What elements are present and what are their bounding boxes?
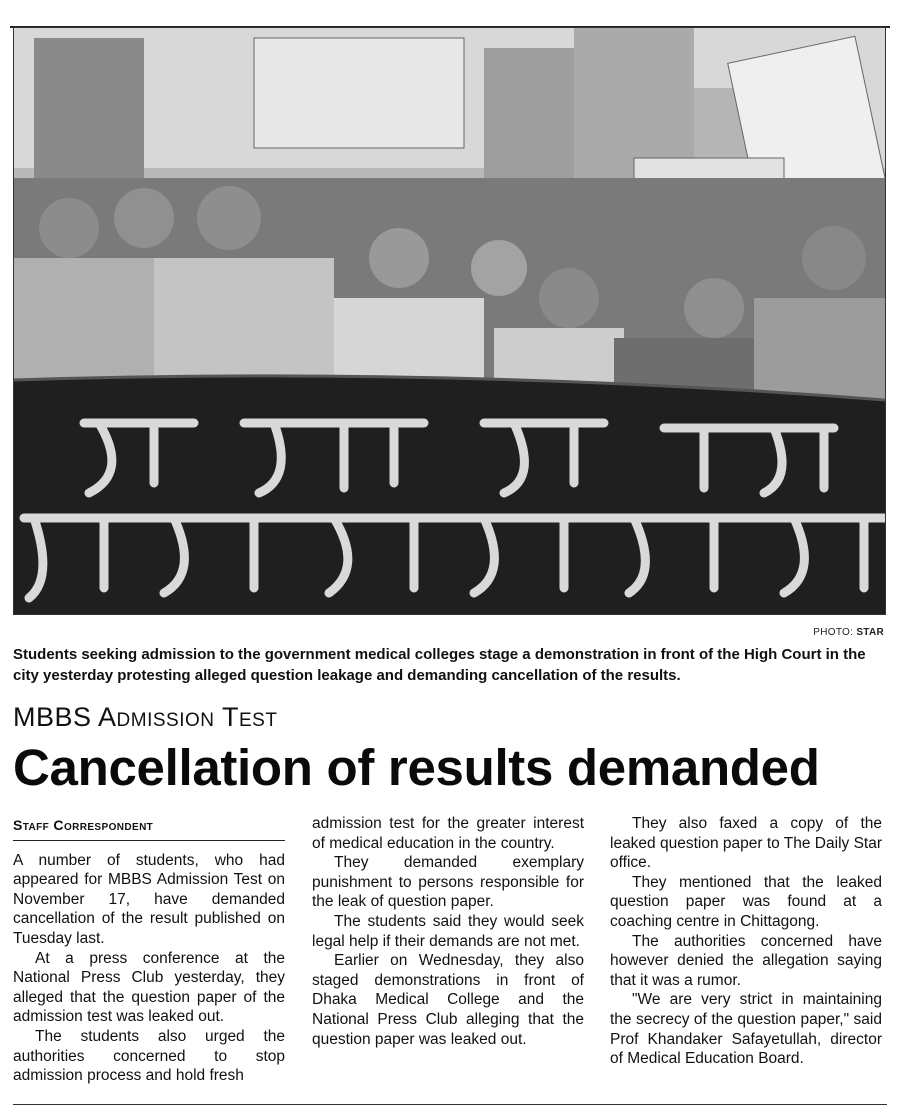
article-column-2 <box>312 814 584 1049</box>
paragraph: Earlier on Wednesday, they also staged demonstrations in front of Dhaka Medical College and the National Press Club alleging that the question paper was leaked out. <box>312 952 584 1048</box>
paragraph: They demanded exemplary punishment to persons responsible for the leak of question paper. <box>312 854 584 911</box>
headline: Cancellation of results demanded <box>13 739 820 796</box>
paragraph: They mentioned that the leaked question paper was found at a coaching centre in Chittagong. <box>610 873 882 930</box>
paragraph: "We are very strict in maintaining the secrecy of the question paper," said Prof Khandaker Safayetullah, director of Medical Education Board. <box>610 991 882 1068</box>
kicker: MBBS Admission Test <box>13 702 278 732</box>
article-column-1 <box>13 814 285 1086</box>
paragraph: A number of students, who had appeared for MBBS Admission Test on November 17, have demanded cancellation of the result published on Tuesday last. <box>13 851 285 947</box>
photo-caption: Students seeking admission to the government medical colleges stage a demonstration in front of the High Court in the city yesterday protesting alleged question leakage and demanding cancellation of the results. <box>13 646 866 684</box>
paragraph: The authorities concerned have however denied the allegation saying that it was a rumor. <box>610 932 882 989</box>
article-column-3 <box>610 814 882 1069</box>
paragraph: The students said they would seek legal help if their demands are not met. <box>312 912 584 950</box>
photo-credit-source: STAR <box>856 627 884 638</box>
byline: Staff Correspondent <box>13 816 285 841</box>
paragraph: The students also urged the authorities concerned to stop admission process and hold fresh <box>13 1027 285 1085</box>
photo-credit-prefix: PHOTO: <box>813 627 854 638</box>
bottom-rule <box>13 1104 887 1105</box>
paragraph: At a press conference at the National Press Club yesterday, they alleged that the question paper of the admission test was leaked out. <box>13 949 285 1026</box>
photo-credit <box>813 627 884 638</box>
paragraph: They also faxed a copy of the leaked question paper to The Daily Star office. <box>610 815 882 872</box>
news-photo <box>13 27 886 615</box>
paragraph: admission test for the greater interest of medical education in the country. <box>312 815 584 852</box>
